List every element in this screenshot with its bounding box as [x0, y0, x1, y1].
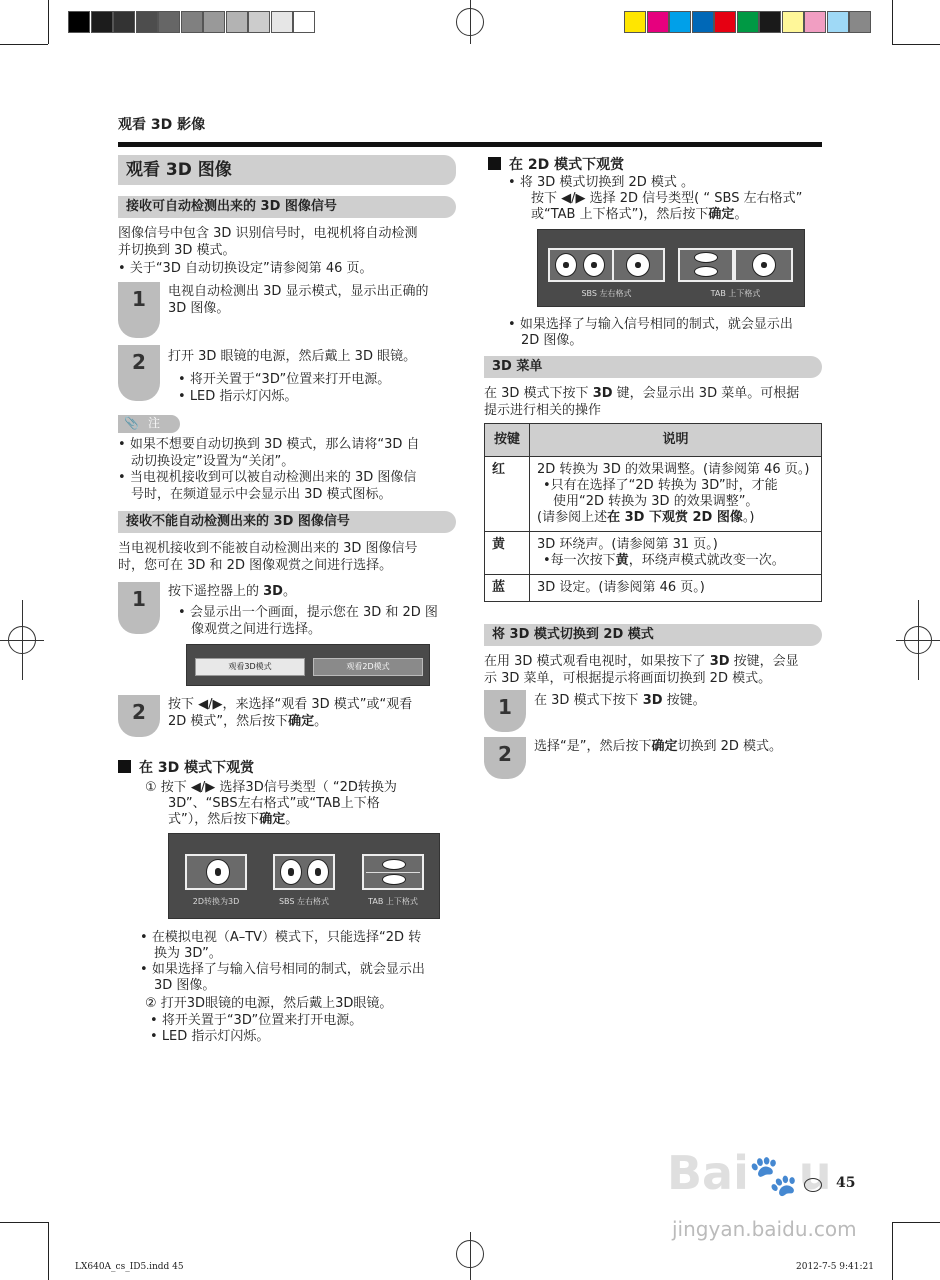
view2d-bullet1: • 将 3D 模式切换到 2D 模式 。 [508, 175, 694, 190]
crop-mark [892, 0, 893, 44]
color-swatch [647, 11, 669, 33]
ball-icon [382, 859, 406, 870]
crop-mark [48, 1222, 49, 1280]
note-bullet1-line1: • 如果不想要自动切换到 3D 模式，那么请将“3D 自 [118, 437, 420, 452]
table-header-row [485, 424, 822, 457]
color-swatch [68, 11, 90, 33]
manual-step1-bullet-line1: • 会显示出一个画面，提示您在 3D 和 2D 图 [178, 605, 438, 620]
crop-mark [48, 0, 49, 44]
ball-icon [694, 266, 718, 277]
subsection-title-auto-detect: 接收可自动检测出来的 3D 图像信号 [118, 196, 456, 218]
ball-icon [280, 859, 302, 885]
step-number: 1 [118, 582, 160, 634]
table-row [485, 575, 822, 602]
color-swatch [827, 11, 849, 33]
2d-type-select-screen [537, 229, 805, 307]
step-number: 2 [118, 345, 160, 401]
language-badge-icon [804, 1178, 822, 1192]
running-header: 观看 3D 影像 [118, 117, 206, 133]
color-swatch [91, 11, 113, 33]
switch-intro-line2: 示 3D 菜单，可根据提示将画面切换到 2D 模式。 [484, 671, 772, 686]
note-bullet2-line1: • 当电视机接收到可以被自动检测出来的 3D 图像信 [118, 470, 416, 485]
desc-red: 2D 转换为 3D 的效果调整。(请参阅第 46 页。) •只有在选择了“2D 转换为 3D”时，才能 使用“2D 转换为 3D 的效果调整”。 (请参阅上述在 3D 下观赏 2D 图像。) [530, 457, 822, 532]
step-number: 1 [118, 282, 160, 338]
crop-mark [0, 44, 48, 45]
ball-icon [206, 859, 230, 885]
view3d-bullet2-line1: • 如果选择了与输入信号相同的制式，就会显示出 [140, 962, 425, 977]
color-swatch [248, 11, 270, 33]
ball-icon [583, 253, 605, 277]
page-number: 45 [836, 1175, 856, 1191]
crop-mark [892, 1222, 940, 1223]
desc-yellow: 3D 环绕声。(请参阅第 31 页。) •每一次按下黄，环绕声模式就改变一次。 [530, 532, 822, 575]
view3d-bullet2-line2: 3D 图像。 [154, 978, 216, 993]
watch-3d-option[interactable]: 观看3D模式 [195, 658, 305, 676]
manual-step2-line1: 按下 ◀/▶，来选择“观看 3D 模式”或“观看 [168, 697, 413, 712]
key-blue: 蓝 [485, 575, 530, 602]
menu-intro-line1: 在 3D 模式下按下 3D 键，会显示出 3D 菜单。可根据 [484, 386, 800, 401]
sbs-option[interactable] [548, 248, 665, 282]
color-swatch [759, 11, 781, 33]
color-swatch [692, 11, 714, 33]
step-number: 1 [484, 690, 526, 732]
color-swatch [849, 11, 871, 33]
registration-line [918, 600, 919, 680]
auto-step2-text: 打开 3D 眼镜的电源，然后戴上 3D 眼镜。 [168, 349, 417, 364]
color-swatch [136, 11, 158, 33]
watermark-url: jingyan.baidu.com [672, 1217, 857, 1241]
registration-line [470, 1232, 471, 1280]
2d-to-3d-option[interactable] [185, 854, 247, 890]
manual-intro-line2: 时，您可在 3D 和 2D 图像观赏之间进行选择。 [118, 558, 393, 573]
step-number: 2 [484, 737, 526, 779]
auto-step1-line2: 3D 图像。 [168, 301, 230, 316]
switch-step2-text: 选择“是”，然后按下确定切换到 2D 模式。 [534, 739, 783, 754]
tab-option[interactable] [362, 854, 424, 890]
ball-icon [382, 874, 406, 885]
note-badge [118, 415, 180, 433]
color-swatch [113, 11, 135, 33]
auto-ref-bullet: • 关于“3D 自动切换设定”请参阅第 46 页。 [118, 261, 373, 276]
color-swatch [624, 11, 646, 33]
table-row [485, 532, 822, 575]
subsection-title-3d-menu: 3D 菜单 [484, 356, 822, 378]
ball-icon [694, 252, 718, 263]
switch-step1-text: 在 3D 模式下按下 3D 按键。 [534, 693, 706, 708]
subsection-title-manual: 接收不能自动检测出来的 3D 图像信号 [118, 511, 456, 533]
subsection-title-switch-2d: 将 3D 模式切换到 2D 模式 [484, 624, 822, 646]
3d-menu-key-table [484, 423, 822, 602]
color-swatch [226, 11, 248, 33]
3d-type-select-screen [168, 833, 440, 919]
note-bullet2-line2: 号时，在频道显示中会显示出 3D 模式图标。 [131, 487, 392, 502]
col-header-key: 按键 [485, 424, 530, 457]
manual-intro-line1: 当电视机接收到不能被自动检测出来的 3D 图像信号 [118, 541, 418, 556]
manual-step2-line2: 2D 模式”，然后按下确定。 [168, 714, 328, 729]
ball-icon [626, 253, 650, 277]
ball-icon [752, 253, 776, 277]
crop-mark [892, 1222, 893, 1280]
watch-2d-option[interactable]: 观看2D模式 [313, 658, 423, 676]
view-3d-heading: 在 3D 模式下观赏 [118, 760, 254, 776]
ball-icon [307, 859, 329, 885]
auto-step2-bullet2: • LED 指示灯闪烁。 [178, 389, 297, 404]
view3d-item1-line3: 式”），然后按下确定。 [168, 812, 299, 827]
view3d-item1-line1: ① 按下 ◀/▶ 选择3D信号类型（ “2D转换为 [145, 780, 397, 795]
print-date: 2012-7-5 9:41:21 [796, 1262, 874, 1272]
auto-step2-bullet1: • 将开关置于“3D”位置来打开电源。 [178, 372, 390, 387]
view2d-bullet2-line1: • 如果选择了与输入信号相同的制式，就会显示出 [508, 317, 793, 332]
caption: TAB 上下格式 [368, 897, 418, 906]
caption: SBS 左右格式 [581, 289, 632, 298]
color-swatch [181, 11, 203, 33]
color-swatch [804, 11, 826, 33]
view3d-sub-bullet1: • 将开关置于“3D”位置来打开电源。 [150, 1013, 362, 1028]
manual-step1-text: 按下遥控器上的 3D。 [168, 584, 296, 599]
sbs-option[interactable] [273, 854, 335, 890]
registration-line [470, 0, 471, 44]
registration-line [22, 600, 23, 680]
paperclip-icon: 📎 [124, 416, 139, 430]
view3d-item1-line2: 3D”、“SBS左右格式”或“TAB上下格 [168, 796, 380, 811]
view3d-bullet1-line2: 换为 3D”。 [154, 946, 222, 961]
color-swatch [737, 11, 759, 33]
header-rule [118, 142, 822, 147]
view3d-bullet1-line1: • 在模拟电视（A–TV）模式下，只能选择“2D 转 [140, 930, 421, 945]
caption: SBS 左右格式 [278, 897, 330, 906]
view2d-line3: 或“TAB 上下格式”)，然后按下确定。 [531, 207, 748, 222]
table-row [485, 457, 822, 532]
view3d-sub-bullet2: • LED 指示灯闪烁。 [150, 1029, 269, 1044]
view2d-line2: 按下 ◀/▶ 选择 2D 信号类型( “ SBS 左右格式” [531, 191, 803, 206]
note-label: 注 [148, 416, 161, 430]
step-number: 2 [118, 695, 160, 737]
color-swatch [669, 11, 691, 33]
desc-blue: 3D 设定。(请参阅第 46 页。) [530, 575, 822, 602]
caption: 2D转换为3D [192, 897, 240, 906]
color-swatch [158, 11, 180, 33]
auto-step1-line1: 电视自动检测出 3D 显示模式，显示出正确的 [168, 284, 429, 299]
ball-icon [555, 253, 577, 277]
print-file-name: LX640A_cs_ID5.indd 45 [75, 1262, 184, 1272]
color-swatch [293, 11, 315, 33]
menu-intro-line2: 提示进行相关的操作 [484, 403, 602, 418]
color-swatch [714, 11, 736, 33]
color-swatch [782, 11, 804, 33]
crop-mark [0, 1222, 48, 1223]
caption: TAB 上下格式 [710, 289, 761, 298]
col-header-description: 说明 [530, 424, 822, 457]
auto-intro-line1: 图像信号中包含 3D 识别信号时，电视机将自动检测 [118, 226, 418, 241]
tab-option[interactable] [678, 248, 793, 282]
mode-select-screen [186, 644, 430, 686]
auto-intro-line2: 并切换到 3D 模式。 [118, 243, 236, 258]
key-red: 红 [485, 457, 530, 532]
switch-intro-line1: 在用 3D 模式观看电视时，如果按下了 3D 按键，会显 [484, 654, 799, 669]
view2d-bullet2-line2: 2D 图像。 [521, 333, 583, 348]
note-bullet1-line2: 动切换设定”设置为“关闭”。 [131, 454, 295, 469]
key-yellow: 黄 [485, 532, 530, 575]
view-2d-heading: 在 2D 模式下观赏 [488, 157, 624, 173]
color-swatch [271, 11, 293, 33]
manual-step1-bullet-line2: 像观赏之间进行选择。 [191, 622, 322, 637]
color-swatch [203, 11, 225, 33]
crop-mark [892, 44, 940, 45]
baidu-watermark-logo: Bai🐾u [667, 1146, 832, 1200]
section-title-watch-3d: 观看 3D 图像 [118, 155, 456, 185]
view3d-item2: ② 打开3D眼镜的电源，然后戴上3D眼镜。 [145, 996, 393, 1011]
